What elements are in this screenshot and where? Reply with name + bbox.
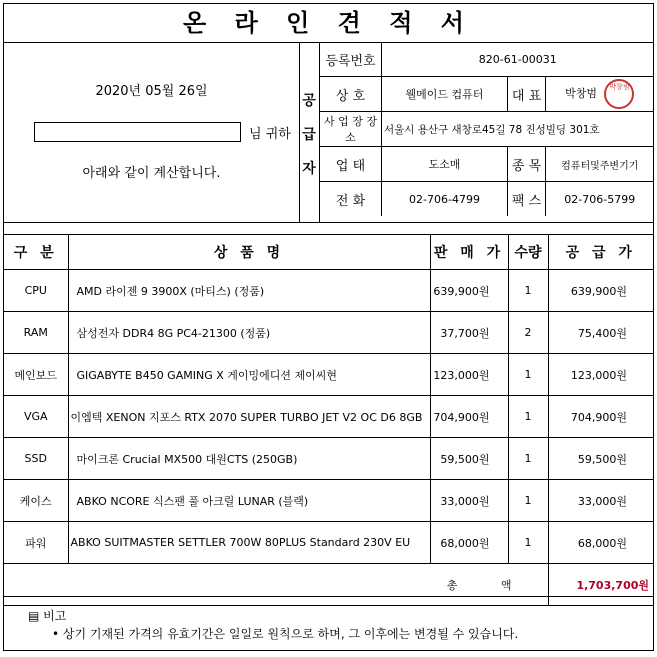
estimate-document — [3, 3, 654, 651]
row-category: SSD — [4, 438, 68, 480]
row-category: 메인보드 — [4, 354, 68, 396]
items-table — [4, 234, 653, 606]
row-qty: 2 — [508, 312, 548, 354]
table-row — [4, 312, 653, 354]
bullet-icon: • — [52, 627, 63, 641]
item-label: 종 목 — [508, 147, 546, 182]
table-row — [4, 480, 653, 522]
row-category: VGA — [4, 396, 68, 438]
remarks-section — [4, 596, 653, 652]
company-label: 상 호 — [320, 77, 382, 112]
row-price: 68,000원 — [430, 522, 508, 564]
row-price: 33,000원 — [430, 480, 508, 522]
row-qty: 1 — [508, 480, 548, 522]
recipient-suffix: 님 귀하 — [249, 127, 291, 142]
row-qty: 1 — [508, 270, 548, 312]
row-category: 케이스 — [4, 480, 68, 522]
row-category: 파워 — [4, 522, 68, 564]
table-row — [4, 522, 653, 564]
company-value: 웰메이드 컴퓨터 — [382, 77, 508, 112]
remarks-item — [52, 625, 518, 642]
ceo-cell — [546, 77, 654, 112]
ceo-label: 대 표 — [508, 77, 546, 112]
supplier-label-char: 자 — [302, 161, 316, 177]
address-label: 사 업 장 장 소 — [320, 112, 382, 147]
row-supply: 68,000원 — [548, 522, 653, 564]
business-value: 도소매 — [382, 147, 508, 182]
supplier-row-company — [320, 77, 654, 112]
items-header-row — [4, 235, 653, 270]
section-divider — [4, 222, 653, 234]
row-price: 59,500원 — [430, 438, 508, 480]
row-qty: 1 — [508, 396, 548, 438]
table-row — [4, 354, 653, 396]
recipient-input[interactable] — [34, 122, 241, 142]
item-value: 컴퓨터및주변기기 — [546, 147, 654, 182]
header-qty: 수량 — [508, 235, 548, 270]
recipient-panel — [4, 42, 300, 222]
row-supply: 75,400원 — [548, 312, 653, 354]
table-row — [4, 270, 653, 312]
row-price: 123,000원 — [430, 354, 508, 396]
header-section — [4, 42, 653, 223]
header-category: 구 분 — [4, 235, 68, 270]
row-category: CPU — [4, 270, 68, 312]
row-supply: 33,000원 — [548, 480, 653, 522]
list-icon: ▤ — [28, 609, 44, 623]
header-supply: 공 급 가 — [548, 235, 653, 270]
supplier-row-business — [320, 147, 654, 182]
row-product-name: 이엠텍 XENON 지포스 RTX 2070 SUPER TURBO JET V2 OC D6 8GB — [68, 396, 430, 438]
row-qty: 1 — [508, 522, 548, 564]
row-price: 704,900원 — [430, 396, 508, 438]
row-qty: 1 — [508, 438, 548, 480]
header-price: 판 매 가 — [430, 235, 508, 270]
supplier-label-char: 공 — [302, 93, 316, 109]
supplier-row-phone — [320, 182, 654, 217]
document-title: 온 라 인 견 적 서 — [4, 4, 653, 43]
remarks-text: 상기 기재된 가격의 유효기간은 일일로 원칙으로 하며, 그 이후에는 변경될 수 있습니다. — [62, 627, 519, 641]
supplier-table — [319, 42, 654, 216]
supplier-row-address — [320, 112, 654, 147]
row-product-name: GIGABYTE B450 GAMING X 게이밍에디션 제이씨현 — [68, 354, 430, 396]
supplier-row-regno — [320, 42, 654, 77]
table-row — [4, 438, 653, 480]
row-supply: 704,900원 — [548, 396, 653, 438]
total-value: 1,703,700원 — [548, 564, 653, 606]
reg-no-label: 등록번호 — [320, 42, 382, 77]
supplier-label-char: 급 — [302, 127, 316, 143]
phone-label: 전 화 — [320, 182, 382, 217]
table-row — [4, 396, 653, 438]
address-value: 서울시 용산구 새창로45길 78 진성빌딩 301호 — [382, 112, 654, 147]
row-product-name: 삼성전자 DDR4 8G PC4-21300 (정품) — [68, 312, 430, 354]
fax-label: 팩 스 — [508, 182, 546, 217]
row-product-name: 마이크론 Crucial MX500 대원CTS (250GB) — [68, 438, 430, 480]
row-supply: 639,900원 — [548, 270, 653, 312]
row-qty: 1 — [508, 354, 548, 396]
remarks-title: 비고 — [43, 609, 67, 623]
row-product-name: ABKO SUITMASTER SETTLER 700W 80PLUS Standard 230V EU — [68, 522, 430, 564]
fax-value: 02-706-5799 — [546, 182, 654, 217]
header-product: 상 품 명 — [68, 235, 430, 270]
row-price: 37,700원 — [430, 312, 508, 354]
supplier-label — [299, 42, 320, 222]
remarks-heading — [28, 607, 66, 624]
row-price: 639,900원 — [430, 270, 508, 312]
reg-no-value: 820-61-00031 — [382, 42, 654, 77]
ceo-value: 박창범 — [565, 87, 597, 100]
row-supply: 59,500원 — [548, 438, 653, 480]
phone-value: 02-706-4799 — [382, 182, 508, 217]
row-product-name: AMD 라이젠 9 3900X (마티스) (정품) — [68, 270, 430, 312]
calculation-note: 아래와 같이 계산합니다. — [82, 166, 221, 181]
row-product-name: ABKO NCORE 식스팬 풀 아크릴 LUNAR (블랙) — [68, 480, 430, 522]
business-label: 업 태 — [320, 147, 382, 182]
total-label: 총 액 — [4, 564, 548, 606]
row-supply: 123,000원 — [548, 354, 653, 396]
issue-date: 2020년 05월 26일 — [95, 84, 208, 99]
row-category: RAM — [4, 312, 68, 354]
company-seal-icon: 박창범 — [604, 79, 634, 109]
